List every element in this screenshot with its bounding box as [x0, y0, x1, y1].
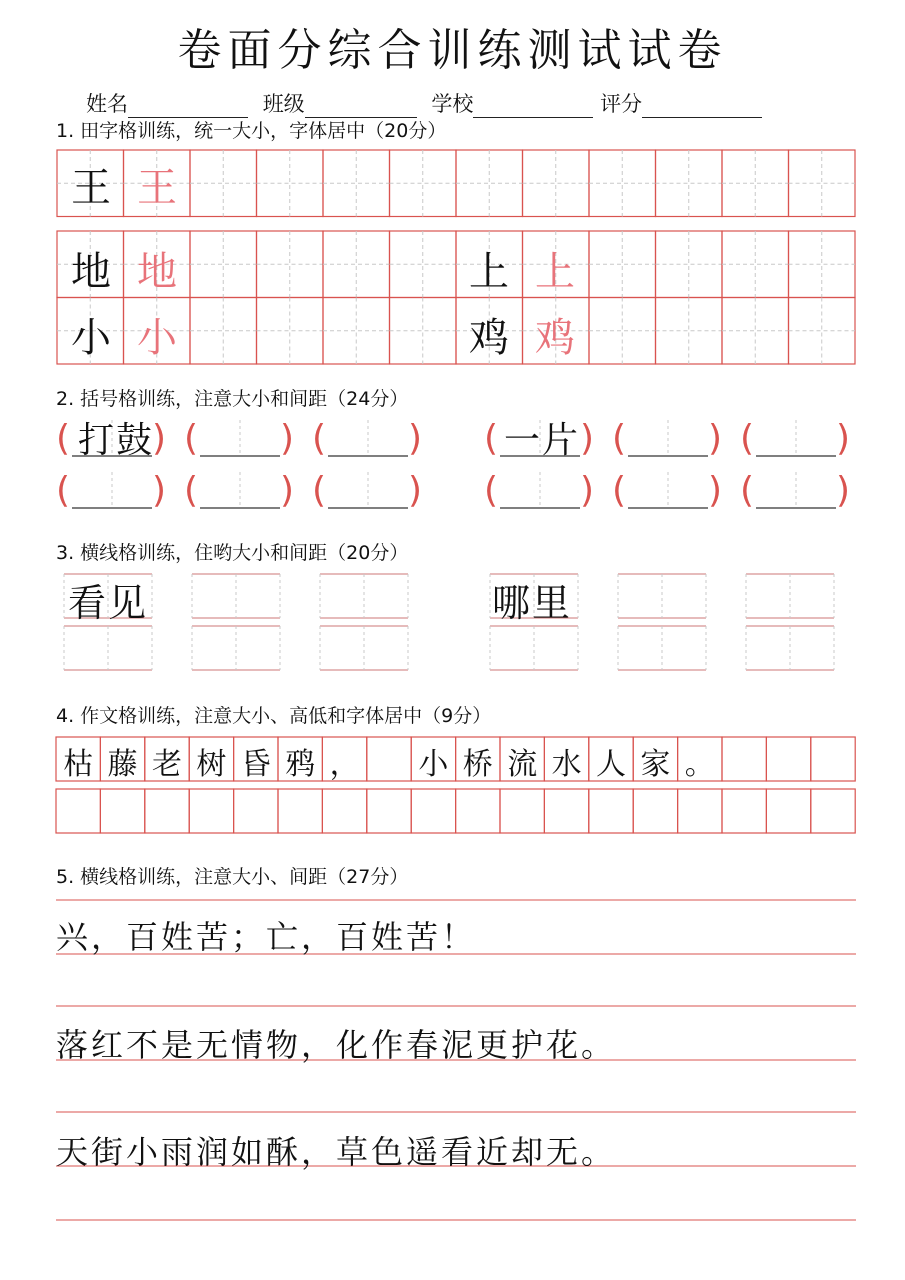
- bracket-cell-open-paren: (: [56, 470, 71, 511]
- bracket-cell-open-paren: (: [740, 418, 755, 459]
- bracket-cell-open-paren: (: [612, 470, 627, 511]
- composition-char: 水: [551, 747, 582, 782]
- composition-cell: [633, 789, 677, 833]
- bracket-cell-open-paren: (: [612, 418, 627, 459]
- composition-char: 桥: [462, 747, 493, 782]
- bracket-cell-close-paren: ): [280, 470, 295, 511]
- composition-cell: [100, 789, 144, 833]
- composition-cell: [766, 737, 810, 781]
- trace-char-ji: 鸡: [535, 315, 575, 361]
- trace-char-wang: 王: [137, 165, 177, 211]
- model-char-ji: 鸡: [469, 315, 509, 361]
- composition-char: 。: [684, 747, 715, 782]
- section4-heading: 4. 作文格训练，注意大小、高低和字体居中（9分）: [56, 705, 492, 727]
- bracket-cell-close-paren: ): [836, 418, 851, 459]
- composition-cell: [234, 789, 278, 833]
- section1-heading: 1. 田字格训练，统一大小，字体居中（20分）: [56, 120, 447, 142]
- line-text-3: 天街小雨润如酥，草色遥看近却无。: [56, 1133, 617, 1171]
- line-text-2: 落红不是无情物，化作春泥更护花。: [56, 1026, 617, 1064]
- bracket-cell-open-paren: (: [184, 470, 199, 511]
- section3-heading: 3. 横线格训练，住哟大小和间距（20分）: [56, 542, 409, 564]
- composition-char: 流: [507, 747, 538, 782]
- bracket-cell-open-paren: (: [312, 418, 327, 459]
- composition-cell: [456, 789, 500, 833]
- bracket-cell-open-paren: (: [312, 470, 327, 511]
- composition-char: 老: [151, 747, 182, 782]
- composition-char: 藤: [107, 747, 138, 782]
- bracket-cell-close-paren: ): [408, 470, 423, 511]
- name-label: 姓名: [86, 92, 128, 116]
- composition-cell: [145, 789, 189, 833]
- composition-cell: [722, 737, 766, 781]
- model-char-xiao: 小: [71, 315, 111, 361]
- composition-cell: [722, 789, 766, 833]
- composition-char: 家: [640, 747, 671, 782]
- composition-cell: [544, 789, 588, 833]
- bracket-cell-close-paren: ): [280, 418, 295, 459]
- composition-cell: [589, 789, 633, 833]
- bracket-cell-close-paren: ): [708, 470, 723, 511]
- line-word-right: 哪里: [491, 581, 572, 625]
- composition-char: 鸦: [285, 747, 316, 782]
- composition-char: 人: [595, 747, 626, 782]
- bracket-cell-close-paren: ): [708, 418, 723, 459]
- composition-cell: [766, 789, 810, 833]
- composition-char: 昏: [240, 747, 271, 782]
- bracket-cell-close-paren: ): [408, 418, 423, 459]
- line-text-1: 兴，百姓苦；亡，百姓苦！: [56, 918, 477, 956]
- class-label: 班级: [262, 92, 305, 116]
- composition-cell: [56, 789, 100, 833]
- trace-char-xiao: 小: [137, 315, 177, 361]
- composition-cell: [367, 789, 411, 833]
- bracket-cell-close-paren: ): [152, 470, 167, 511]
- bracket-cell-open-paren: (: [740, 470, 755, 511]
- composition-cell: [811, 789, 855, 833]
- model-char-di: 地: [71, 249, 111, 295]
- model-char-shang: 上: [469, 249, 509, 295]
- composition-cell: [322, 789, 366, 833]
- model-char-wang: 王: [71, 165, 111, 211]
- score-label: 评分: [600, 92, 643, 116]
- line-word-left: 看见: [67, 581, 148, 625]
- composition-cell: [367, 737, 411, 781]
- page-title: 卷面分综合训练测试试卷: [177, 25, 728, 76]
- bracket-cell-close-paren: ): [836, 470, 851, 511]
- bracket-cell-open-paren: (: [184, 418, 199, 459]
- section2-heading: 2. 括号格训练，注意大小和间距（24分）: [56, 388, 409, 410]
- composition-cell: [678, 789, 722, 833]
- composition-char: ，: [329, 747, 360, 782]
- bracket-cell-close-paren: ): [580, 418, 595, 459]
- bracket-word-right: 一片: [503, 420, 580, 461]
- composition-char: 枯: [63, 747, 94, 782]
- bracket-cell-close-paren: ): [152, 418, 167, 459]
- bracket-cell-open-paren: (: [484, 470, 499, 511]
- bracket-word-left: 打鼓: [77, 420, 154, 461]
- bracket-cell-open-paren: (: [484, 418, 499, 459]
- bracket-cell-close-paren: ): [580, 470, 595, 511]
- composition-cell: [411, 789, 455, 833]
- composition-char: 小: [418, 747, 449, 782]
- composition-cell: [500, 789, 544, 833]
- trace-char-di: 地: [137, 249, 177, 295]
- section5-heading: 5. 横线格训练，注意大小、间距（27分）: [56, 866, 409, 888]
- bracket-cell-open-paren: (: [56, 418, 71, 459]
- school-label: 学校: [431, 92, 474, 116]
- composition-cell: [278, 789, 322, 833]
- trace-char-shang: 上: [535, 249, 575, 295]
- composition-char: 树: [196, 747, 227, 782]
- composition-cell: [189, 789, 233, 833]
- composition-cell: [811, 737, 855, 781]
